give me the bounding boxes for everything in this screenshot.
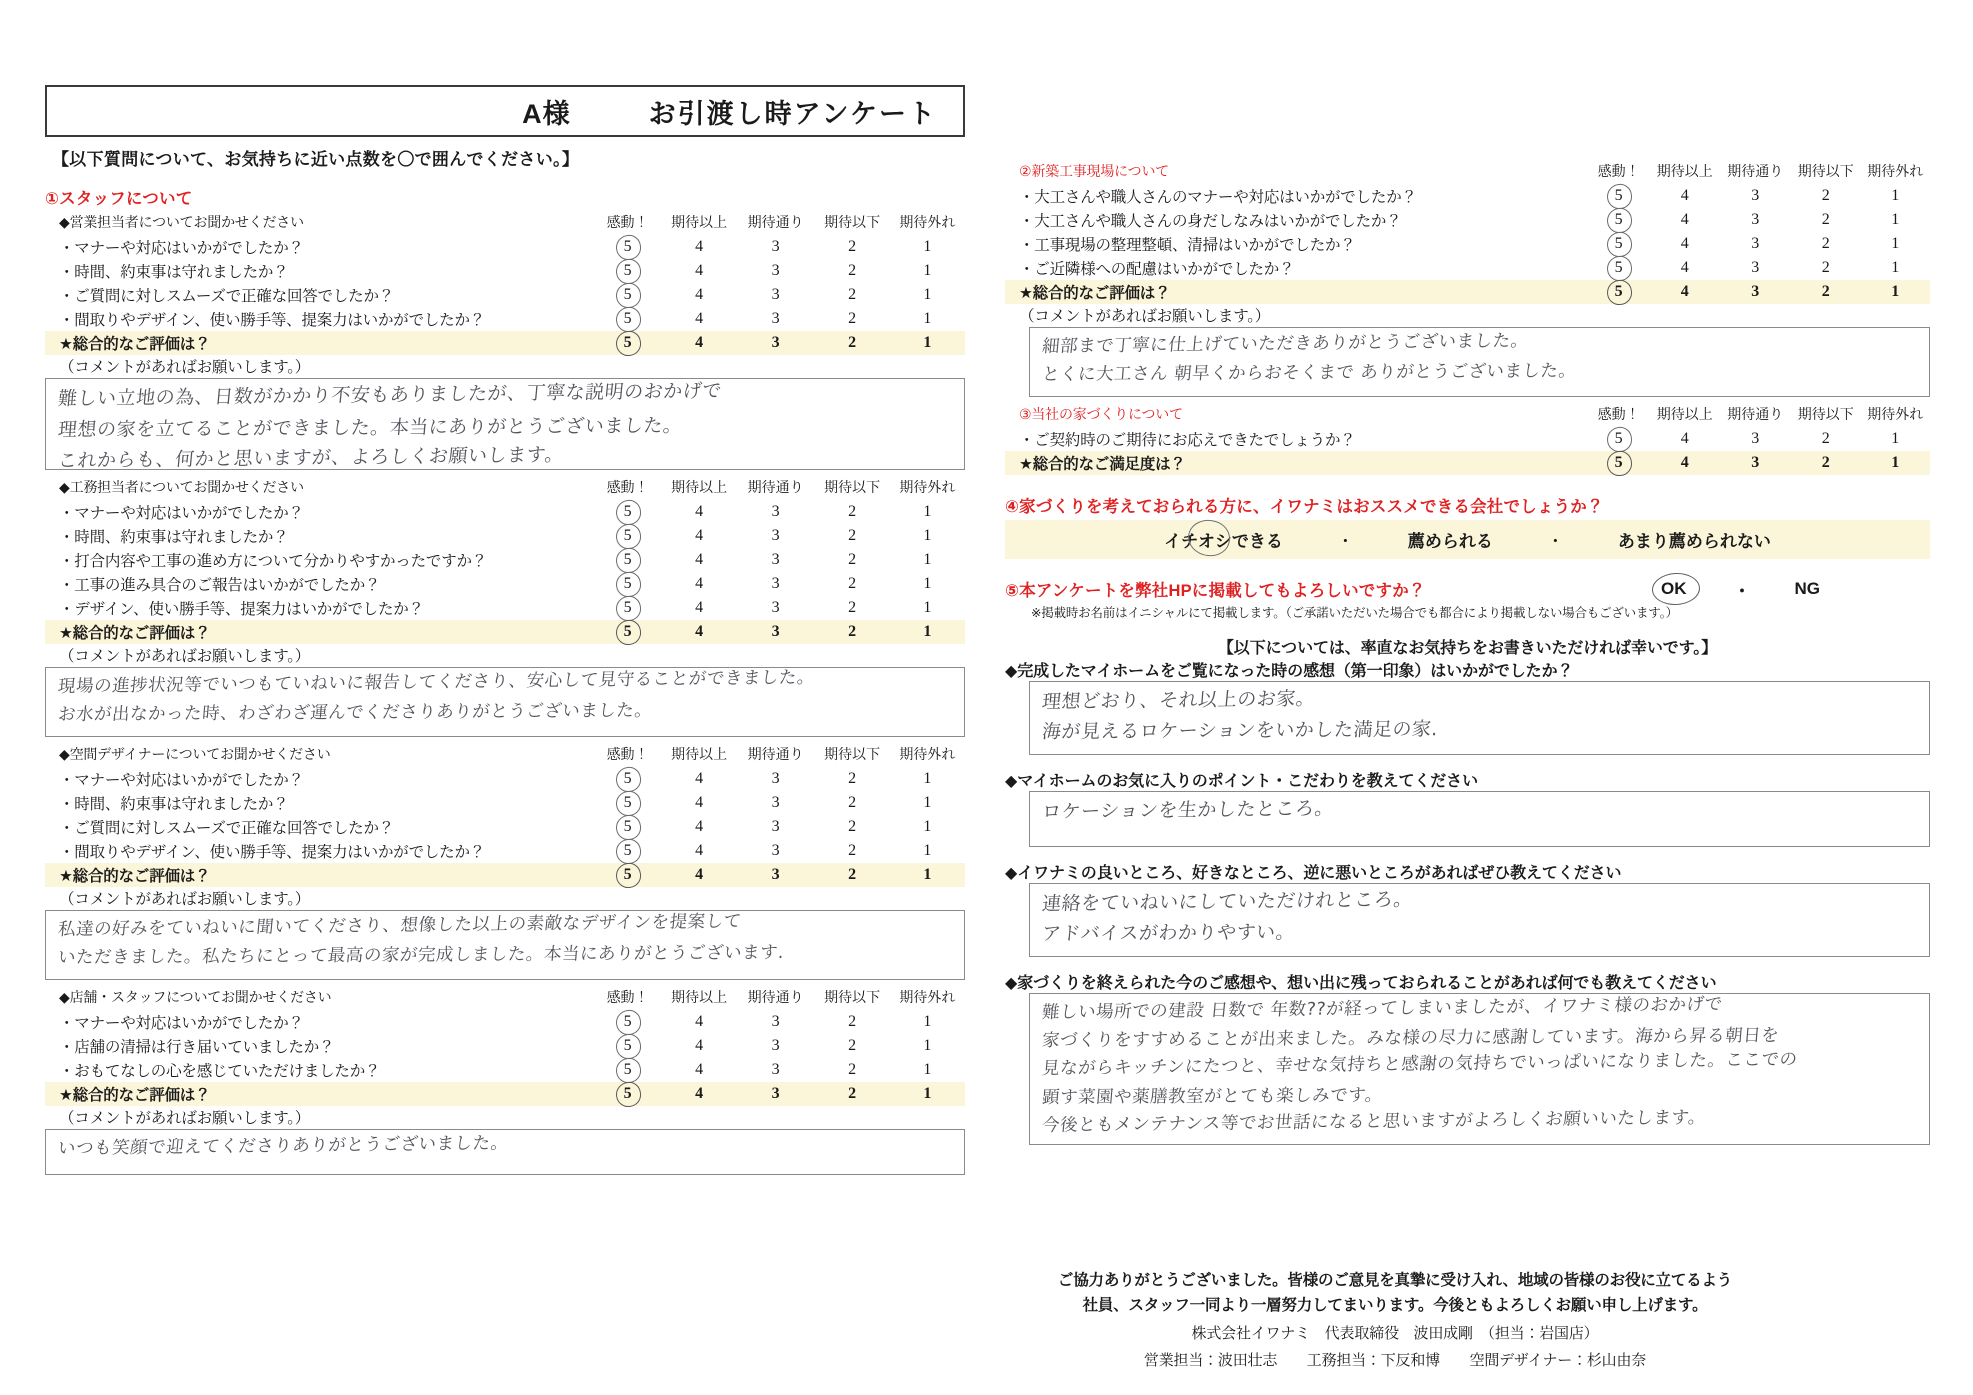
rating-row[interactable]	[45, 500, 965, 524]
rating-row[interactable]	[45, 1010, 965, 1034]
question-text: ・おもてなしの心を感じていただけましたか？	[59, 1062, 381, 1080]
rating-option-2[interactable]: 2	[848, 769, 857, 787]
question-text: ・間取りやデザイン、使い勝手等、提案力はいかがでしたか？	[59, 311, 486, 329]
rating-option-5[interactable]: 5	[1587, 208, 1650, 232]
rating-option-4[interactable]: 4	[695, 237, 704, 255]
footer-company: 株式会社イワナミ 代表取締役 波田成剛 （担当：岩国店）	[1191, 1325, 1599, 1342]
total-rating-row[interactable]	[45, 331, 965, 355]
rating-option-3[interactable]: 3	[771, 598, 780, 616]
rating-option-2[interactable]: 2	[848, 1036, 857, 1054]
rating-row[interactable]	[1005, 232, 1930, 256]
rating-option-5[interactable]: 5	[594, 596, 662, 620]
rating-option-4[interactable]: 4	[695, 1012, 704, 1030]
left-column	[45, 185, 965, 1175]
rating-option-5[interactable]: 5	[594, 524, 662, 548]
comment-label: （コメントがあればお願いします。）	[1019, 308, 1271, 326]
free-heading-good-bad: ◆イワナミの良いところ、好きなところ、逆に悪いところがあればぜひ教えてください	[1005, 864, 1622, 882]
instruction-text: 【以下質問について、お気持ちに近い点数を〇で囲んでください。】	[52, 150, 580, 169]
rating-option-1[interactable]: 1	[923, 333, 932, 351]
rating-option-5[interactable]: 5	[594, 1010, 662, 1034]
scale-header-3: 期待通り	[1727, 163, 1784, 180]
scale-header-5: 感動！	[1597, 406, 1640, 423]
section-4-heading: ④家づくりを考えておられる方に、イワナミはおススメできる会社でしょうか？	[1005, 497, 1604, 516]
rating-option-3[interactable]: 3	[771, 841, 780, 859]
rating-row[interactable]	[45, 1058, 965, 1082]
rating-option-5[interactable]: 5	[594, 1034, 662, 1058]
scale-header-1: 期待外れ	[899, 746, 956, 763]
free-answer-favorite-point[interactable]	[1029, 791, 1930, 847]
scale-header-5: 感動！	[606, 746, 649, 763]
rating-option-5[interactable]: 5	[1587, 451, 1650, 475]
scale-header-2: 期待以下	[824, 479, 881, 496]
rating-option-4[interactable]: 4	[695, 1036, 704, 1054]
rating-option-1[interactable]: 1	[923, 1084, 932, 1102]
rating-option-5[interactable]: 5	[1587, 427, 1650, 451]
rating-option-5[interactable]: 5	[594, 1058, 662, 1082]
recommend-options	[1005, 520, 1930, 559]
scale-header-3: 期待通り	[747, 989, 804, 1006]
question-text: ・大工さんや職人さんの身だしなみはいかがでしたか？	[1019, 212, 1402, 230]
rating-option-1[interactable]: 1	[923, 502, 932, 520]
rating-option-4[interactable]: 4	[1680, 282, 1689, 300]
handwriting-line: 連絡をていねいにしていただけれところ。	[1041, 887, 1415, 915]
scale-header-4: 期待以上	[671, 746, 728, 763]
rating-option-1[interactable]: 1	[923, 550, 932, 568]
handwriting-line: 細部まで丁寧に仕上げていただきありがとうございました。	[1041, 331, 1530, 357]
rating-option-3[interactable]: 3	[771, 1084, 780, 1102]
total-label: ★総合的なご評価は？	[59, 867, 211, 885]
rating-option-5[interactable]: 5	[594, 331, 662, 355]
rating-option-2[interactable]: 2	[848, 285, 857, 303]
rating-option-2[interactable]: 2	[848, 793, 857, 811]
rating-option-1[interactable]: 1	[1891, 429, 1900, 447]
rating-option-1[interactable]: 1	[1891, 282, 1900, 300]
rating-option-5[interactable]: 5	[594, 767, 662, 791]
total-label: ★総合的なご評価は？	[59, 624, 211, 642]
free-answer-overall-memories[interactable]	[1029, 993, 1930, 1145]
total-label: ★総合的なご評価は？	[59, 335, 211, 353]
rating-option-4[interactable]: 4	[695, 622, 704, 640]
rating-option-1[interactable]: 1	[923, 1060, 932, 1078]
rating-option-2[interactable]: 2	[848, 333, 857, 351]
rating-option-3[interactable]: 3	[771, 261, 780, 279]
rating-option-1[interactable]: 1	[1891, 234, 1900, 252]
scale-header-1: 期待外れ	[899, 479, 956, 496]
question-text: ・大工さんや職人さんのマナーや対応はいかがでしたか？	[1019, 188, 1417, 206]
block-title-shop: ◆店舗・スタッフについてお聞かせください	[59, 989, 332, 1006]
rating-option-2[interactable]: 2	[848, 1084, 857, 1102]
rating-option-2[interactable]: 2	[1821, 258, 1830, 276]
rating-table-shop	[45, 986, 965, 1129]
footer	[850, 1268, 1940, 1370]
question-text: ・マナーや対応はいかがでしたか？	[59, 239, 304, 257]
question-text: ・間取りやデザイン、使い勝手等、提案力はいかがでしたか？	[59, 843, 486, 861]
rating-option-2[interactable]: 2	[1821, 453, 1830, 471]
rating-option-2[interactable]: 2	[1821, 282, 1830, 300]
rating-option-4[interactable]: 4	[695, 1084, 704, 1102]
question-text: ・時間、約束事は守れましたか？	[59, 528, 289, 546]
block-title-sales: ◆営業担当者についてお聞かせください	[59, 214, 304, 231]
scale-header-2: 期待以下	[824, 214, 881, 231]
rating-option-5[interactable]: 5	[594, 572, 662, 596]
rating-option-4[interactable]: 4	[695, 333, 704, 351]
question-text: ・工事の進み具合のご報告はいかがでしたか？	[59, 576, 381, 594]
handwriting-line: いつも笑顔で迎えてくださりありがとうございました。	[57, 1133, 510, 1159]
scale-header-3: 期待通り	[747, 214, 804, 231]
rating-option-2[interactable]: 2	[1821, 210, 1830, 228]
rating-option-3[interactable]: 3	[771, 793, 780, 811]
scale-header-5: 感動！	[606, 214, 649, 231]
total-rating-row[interactable]	[45, 863, 965, 887]
comment-label: （コメントがあればお願いします。）	[59, 891, 311, 909]
block-title-designer: ◆空間デザイナーについてお聞かせください	[59, 746, 331, 763]
rating-option-4[interactable]: 4	[695, 574, 704, 592]
rating-option-1[interactable]: 1	[923, 285, 932, 303]
rating-option-4[interactable]: 4	[695, 526, 704, 544]
total-label: ★総合的なご評価は？	[1019, 284, 1171, 302]
rating-row[interactable]	[45, 815, 965, 839]
rating-option-4[interactable]: 4	[695, 502, 704, 520]
rating-option-3[interactable]: 3	[1751, 453, 1760, 471]
rating-option-4[interactable]: 4	[1680, 453, 1689, 471]
question-text: ・デザイン、使い勝手等、提案力はいかがでしたか？	[59, 600, 424, 618]
scale-header-2: 期待以下	[1797, 406, 1854, 423]
rating-table-site	[1005, 160, 1930, 327]
rating-option-4[interactable]: 4	[1680, 210, 1689, 228]
footer-thanks-line2: 社員、スタッフ一同より一層努力してまいります。今後ともよろしくお願い申し上げます。	[1082, 1297, 1708, 1314]
rating-option-2[interactable]: 2	[848, 502, 857, 520]
recommend-option-ichioshi[interactable]: イチオシできる	[1164, 527, 1283, 552]
scale-header-2: 期待以下	[824, 746, 881, 763]
rating-option-5[interactable]: 5	[594, 1082, 662, 1106]
rating-row[interactable]	[45, 596, 965, 620]
rating-option-5[interactable]: 5	[594, 283, 662, 307]
rating-option-3[interactable]: 3	[1751, 258, 1760, 276]
rating-option-3[interactable]: 3	[771, 285, 780, 303]
rating-option-3[interactable]: 3	[771, 309, 780, 327]
handwriting-line: 難しい場所での建設 日数で 年数??が経ってしまいましたが、イワナミ様のおかげで	[1041, 994, 1724, 1023]
comment-label: （コメントがあればお願いします。）	[59, 648, 311, 666]
comment-box-shop[interactable]	[45, 1129, 965, 1175]
rating-option-3[interactable]: 3	[771, 1036, 780, 1054]
rating-option-4[interactable]: 4	[695, 550, 704, 568]
rating-option-3[interactable]: 3	[771, 574, 780, 592]
scale-header-3: 期待通り	[1727, 406, 1784, 423]
handwriting-line: 今後ともメンテナンス等でお世話になると思いますがよろしくお願いいたします。	[1041, 1107, 1707, 1136]
rating-option-3[interactable]: 3	[771, 502, 780, 520]
rating-option-4[interactable]: 4	[695, 793, 704, 811]
rating-row[interactable]	[1005, 427, 1930, 451]
rating-table-construction	[45, 476, 965, 667]
rating-row[interactable]	[45, 307, 965, 331]
handwriting-line: とくに大工さん 朝早くからおそくまで ありがとうございました。	[1041, 361, 1578, 386]
question-text: ・店舗の清掃は行き届いていましたか？	[59, 1038, 335, 1056]
right-column	[1005, 160, 1930, 1145]
total-label: ★総合的なご満足度は？	[1019, 455, 1186, 473]
scale-header-1: 期待外れ	[1867, 406, 1924, 423]
option-separator: ・	[1336, 531, 1354, 551]
handwriting-line: いただきました。私たちにとって最高の家が完成しました。本当にありがとうございます.	[57, 943, 785, 969]
question-text: ・打合内容や工事の進め方について分かりやすかったですか？	[59, 552, 488, 570]
rating-option-1[interactable]: 1	[1891, 258, 1900, 276]
rating-option-3[interactable]: 3	[1751, 429, 1760, 447]
question-text: ・工事現場の整理整頓、清掃はいかがでしたか？	[1019, 236, 1356, 254]
scale-header-4: 期待以上	[671, 989, 728, 1006]
rating-option-1[interactable]: 1	[923, 865, 932, 883]
rating-option-4[interactable]: 4	[1680, 429, 1689, 447]
question-text: ・マナーや対応はいかがでしたか？	[59, 504, 304, 522]
rating-option-4[interactable]: 4	[1680, 234, 1689, 252]
handwriting-line: ロケーションを生かしたところ。	[1041, 796, 1336, 823]
handwriting-line: 見ながらキッチンにたつと、幸せな気持ちと感謝の気持ちでいっぱいになりました。ここでの	[1041, 1049, 1799, 1080]
scale-header-4: 期待以上	[1656, 406, 1713, 423]
rating-option-1[interactable]: 1	[923, 598, 932, 616]
handwriting-line: 顕す菜園や薬膳教室がとても楽しみです。	[1041, 1085, 1384, 1108]
recommend-option-amari[interactable]: あまり薦められない	[1617, 531, 1771, 551]
rating-option-2[interactable]: 2	[1821, 429, 1830, 447]
question-text: ・ご質問に対しスムーズで正確な回答でしたか？	[59, 287, 395, 305]
rating-option-1[interactable]: 1	[923, 526, 932, 544]
page-title: お引渡し時アンケート	[648, 98, 937, 129]
rating-option-1[interactable]: 1	[923, 1012, 932, 1030]
rating-option-3[interactable]: 3	[771, 817, 780, 835]
rating-option-1[interactable]: 1	[1891, 210, 1900, 228]
comment-label: （コメントがあればお願いします。）	[59, 359, 311, 377]
rating-option-3[interactable]: 3	[771, 622, 780, 640]
rating-row[interactable]	[45, 235, 965, 259]
handwriting-line: アドバイスがわかりやすい。	[1041, 921, 1297, 946]
rating-option-5[interactable]: 5	[594, 839, 662, 863]
rating-option-3[interactable]: 3	[1751, 282, 1760, 300]
rating-row[interactable]	[45, 283, 965, 307]
scale-header-2: 期待以下	[1797, 163, 1854, 180]
footer-thanks-line1: ご協力ありがとうございました。皆様のご意見を真摯に受け入れ、地域の皆様のお役に立てるよう	[1057, 1272, 1733, 1289]
handwriting-line: 理想の家を立てることができました。本当にありがとうございました。	[57, 414, 684, 441]
option-separator: ・	[1546, 531, 1564, 551]
rating-option-3[interactable]: 3	[1751, 234, 1760, 252]
rating-option-4[interactable]: 4	[1680, 258, 1689, 276]
free-response-intro: 【以下については、率直なお気持ちをお書きいただければ幸いです。】	[1217, 639, 1718, 657]
rating-option-5[interactable]: 5	[594, 548, 662, 572]
recommend-option-susumerareru[interactable]: 薦められる	[1407, 531, 1493, 551]
rating-option-2[interactable]: 2	[1821, 186, 1830, 204]
free-answer-good-bad[interactable]	[1029, 883, 1930, 957]
rating-option-3[interactable]: 3	[1751, 186, 1760, 204]
rating-option-2[interactable]: 2	[1821, 234, 1830, 252]
rating-option-2[interactable]: 2	[848, 237, 857, 255]
question-text: ・マナーや対応はいかがでしたか？	[59, 1014, 304, 1032]
comment-box-sales[interactable]	[45, 378, 965, 470]
title-box	[45, 85, 965, 137]
handwriting-line: 海が見えるロケーションをいかした満足の家.	[1041, 718, 1439, 744]
rating-option-3[interactable]: 3	[771, 769, 780, 787]
publish-option-ng[interactable]: NG	[1794, 579, 1820, 598]
rating-row[interactable]	[45, 767, 965, 791]
rating-option-4[interactable]: 4	[695, 769, 704, 787]
publish-option-ok[interactable]: OK	[1658, 579, 1690, 599]
footer-staff: 営業担当：波田壮志 工務担当：下反和博 空間デザイナー：杉山由奈	[1143, 1352, 1647, 1369]
rating-option-1[interactable]: 1	[1891, 453, 1900, 471]
rating-option-5[interactable]: 5	[594, 307, 662, 331]
rating-option-4[interactable]: 4	[695, 309, 704, 327]
question-text: ・ご質問に対しスムーズで正確な回答でしたか？	[59, 819, 395, 837]
scale-header-1: 期待外れ	[1867, 163, 1924, 180]
rating-option-1[interactable]: 1	[923, 817, 932, 835]
rating-option-2[interactable]: 2	[848, 841, 857, 859]
rating-option-2[interactable]: 2	[848, 550, 857, 568]
rating-table-designer	[45, 743, 965, 910]
rating-option-5[interactable]: 5	[594, 863, 662, 887]
rating-table-housebuilding	[1005, 403, 1930, 475]
question-text: ・時間、約束事は守れましたか？	[59, 263, 289, 281]
rating-option-1[interactable]: 1	[923, 622, 932, 640]
rating-option-5[interactable]: 5	[594, 620, 662, 644]
comment-box-construction[interactable]	[45, 667, 965, 737]
scale-header-1: 期待外れ	[899, 214, 956, 231]
scale-header-5: 感動！	[1597, 163, 1640, 180]
handwriting-line: お水が出なかった時、わざわざ運んでくださりありがとうございました。	[57, 701, 654, 726]
rating-option-4[interactable]: 4	[695, 598, 704, 616]
rating-option-1[interactable]: 1	[923, 261, 932, 279]
comment-box-designer[interactable]	[45, 910, 965, 980]
rating-option-4[interactable]: 4	[1680, 186, 1689, 204]
rating-option-2[interactable]: 2	[848, 817, 857, 835]
rating-option-2[interactable]: 2	[848, 1012, 857, 1030]
rating-option-4[interactable]: 4	[695, 261, 704, 279]
comment-box-site[interactable]	[1029, 327, 1930, 397]
rating-option-1[interactable]: 1	[923, 237, 932, 255]
comment-label: （コメントがあればお願いします。）	[59, 1110, 311, 1128]
rating-option-4[interactable]: 4	[695, 841, 704, 859]
scale-header-4: 期待以上	[1656, 163, 1713, 180]
rating-table-sales	[45, 211, 965, 378]
question-text: ・ご近隣様への配慮はいかがでしたか？	[1019, 260, 1295, 278]
total-rating-row[interactable]	[45, 1082, 965, 1106]
rating-option-5[interactable]: 5	[1587, 232, 1650, 256]
scale-header-4: 期待以上	[671, 214, 728, 231]
total-rating-row[interactable]	[45, 620, 965, 644]
scale-header-5: 感動！	[606, 989, 649, 1006]
rating-option-4[interactable]: 4	[695, 817, 704, 835]
rating-option-2[interactable]: 2	[848, 865, 857, 883]
scale-header-3: 期待通り	[747, 479, 804, 496]
handwriting-line: 家づくりをすすめることが出来ました。みな様の尽力に感謝しています。海から昇る朝日を	[1041, 1025, 1781, 1051]
rating-option-1[interactable]: 1	[923, 841, 932, 859]
option-separator: ・	[1733, 581, 1751, 601]
free-heading-overall-memories: ◆家づくりを終えられた今のご感想や、想い出に残っておられることがあれば何でも教えてください	[1005, 974, 1717, 992]
handwriting-line: 私達の好みをていねいに聞いてくださり、想像した以上の素敵なデザインを提案して	[57, 911, 743, 940]
rating-option-3[interactable]: 3	[771, 526, 780, 544]
scale-header-2: 期待以下	[824, 989, 881, 1006]
handwriting-line: 現場の進捗状況等でいつもていねいに報告してくださり、安心して見守ることができました。	[57, 667, 816, 697]
block-title-construction: ◆工務担当者についてお聞かせください	[59, 479, 304, 496]
rating-option-4[interactable]: 4	[695, 285, 704, 303]
rating-row[interactable]	[45, 1034, 965, 1058]
free-heading-first-impression: ◆完成したマイホームをご覧になった時の感想（第一印象）はいかがでしたか？	[1005, 662, 1574, 680]
section-3-heading: ③当社の家づくりについて	[1019, 406, 1183, 423]
rating-option-1[interactable]: 1	[1891, 186, 1900, 204]
section-5-heading: ⑤本アンケートを弊社HPに掲載してもよろしいですか？	[1005, 581, 1426, 600]
rating-row[interactable]	[45, 548, 965, 572]
total-label: ★総合的なご評価は？	[59, 1086, 211, 1104]
rating-option-2[interactable]: 2	[848, 309, 857, 327]
rating-option-2[interactable]: 2	[848, 526, 857, 544]
rating-option-5[interactable]: 5	[594, 259, 662, 283]
rating-option-5[interactable]: 5	[594, 500, 662, 524]
rating-row[interactable]	[45, 259, 965, 283]
rating-row[interactable]	[1005, 256, 1930, 280]
rating-option-5[interactable]: 5	[594, 235, 662, 259]
rating-row[interactable]	[45, 572, 965, 596]
rating-option-3[interactable]: 3	[771, 865, 780, 883]
rating-row[interactable]	[1005, 208, 1930, 232]
rating-option-5[interactable]: 5	[594, 791, 662, 815]
rating-option-4[interactable]: 4	[695, 865, 704, 883]
scale-header-1: 期待外れ	[899, 989, 956, 1006]
rating-option-2[interactable]: 2	[848, 261, 857, 279]
rating-option-1[interactable]: 1	[923, 793, 932, 811]
rating-option-5[interactable]: 5	[1587, 184, 1650, 208]
rating-option-4[interactable]: 4	[695, 1060, 704, 1078]
rating-option-5[interactable]: 5	[1587, 280, 1650, 304]
rating-option-3[interactable]: 3	[771, 1012, 780, 1030]
section-1-heading: ①スタッフについて	[45, 190, 193, 208]
rating-option-3[interactable]: 3	[771, 237, 780, 255]
handwriting-line: 難しい立地の為、日数がかかり不安もありましたが、丁寧な説明のおかげで	[57, 379, 723, 410]
free-answer-first-impression[interactable]	[1029, 681, 1930, 755]
rating-option-1[interactable]: 1	[923, 1036, 932, 1054]
rating-option-1[interactable]: 1	[923, 574, 932, 592]
question-text: ・マナーや対応はいかがでしたか？	[59, 771, 304, 789]
customer-name: A様	[522, 98, 571, 129]
section-2-heading: ②新築工事現場について	[1019, 163, 1170, 180]
rating-option-3[interactable]: 3	[771, 550, 780, 568]
rating-option-1[interactable]: 1	[923, 309, 932, 327]
rating-row[interactable]	[45, 524, 965, 548]
scale-header-4: 期待以上	[671, 479, 728, 496]
rating-row[interactable]	[45, 839, 965, 863]
scale-header-3: 期待通り	[747, 746, 804, 763]
rating-option-2[interactable]: 2	[848, 622, 857, 640]
handwriting-line: これからも、何かと思いますが、よろしくお願いします。	[57, 443, 566, 472]
free-heading-favorite-point: ◆マイホームのお気に入りのポイント・こだわりを教えてください	[1005, 772, 1478, 790]
rating-option-2[interactable]: 2	[848, 1060, 857, 1078]
rating-option-3[interactable]: 3	[1751, 210, 1760, 228]
question-text: ・ご契約時のご期待にお応えできたでしょうか？	[1019, 431, 1356, 449]
rating-option-5[interactable]: 5	[594, 815, 662, 839]
rating-row[interactable]	[45, 791, 965, 815]
rating-row[interactable]	[1005, 184, 1930, 208]
rating-option-3[interactable]: 3	[771, 1060, 780, 1078]
scale-header-5: 感動！	[606, 479, 649, 496]
total-rating-row[interactable]	[1005, 280, 1930, 304]
publish-options	[1658, 577, 1930, 602]
publish-note: ※掲載時お名前はイニシャルにて掲載します。（ご承諾いただいた場合でも都合により掲載しない場合もございます。）	[1031, 605, 1678, 620]
rating-option-3[interactable]: 3	[771, 333, 780, 351]
rating-option-5[interactable]: 5	[1587, 256, 1650, 280]
rating-option-2[interactable]: 2	[848, 598, 857, 616]
rating-option-2[interactable]: 2	[848, 574, 857, 592]
total-rating-row[interactable]	[1005, 451, 1930, 475]
handwriting-line: 理想どおり、それ以上のお家。	[1041, 687, 1317, 713]
rating-option-1[interactable]: 1	[923, 769, 932, 787]
question-text: ・時間、約束事は守れましたか？	[59, 795, 289, 813]
